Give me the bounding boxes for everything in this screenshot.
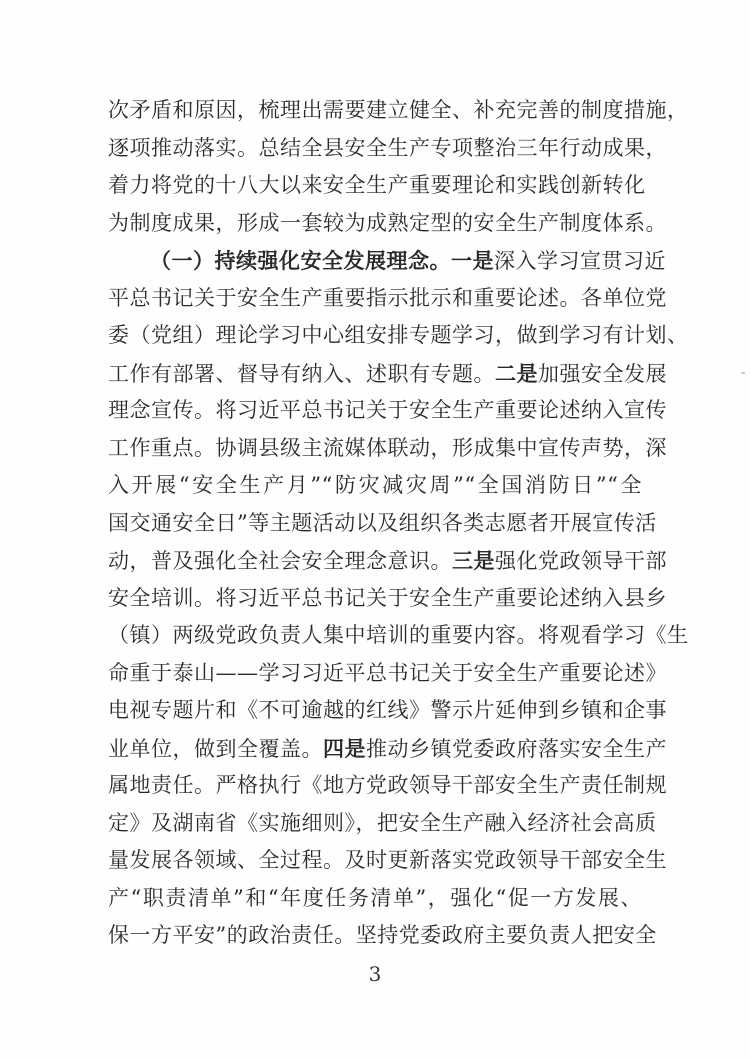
- text-span: 深入学习宣贯习近: [494, 249, 666, 273]
- text-line: （镇）两级党政负责人集中培训的重要内容。将观看学习《生: [108, 623, 689, 647]
- text-line: 着力将党的十八大以来安全生产重要理论和实践创新转化: [108, 173, 646, 197]
- point-marker: 一是: [451, 248, 494, 273]
- text-line: 理念宣传。将习近平总书记关于安全生产重要论述纳入宣传: [108, 398, 667, 422]
- text-line: 电视专题片和《不可逾越的红线》警示片延伸到乡镇和企事: [108, 698, 667, 722]
- text-line: [108, 355, 667, 393]
- text-line: 产“职责清单”和“年度任务清单”，强化“促一方发展、: [108, 885, 642, 910]
- text-line: 安全培训。将习近平总书记关于安全生产重要论述纳入县乡: [108, 585, 667, 610]
- text-span: 工作有部署、督导有纳入、述职有专题。: [108, 361, 495, 386]
- page-number: 3: [368, 962, 382, 986]
- text-line: 工作重点。协调县级主流媒体联动，形成集中宣传声势，深: [108, 435, 667, 460]
- body-text: [108, 92, 689, 955]
- section-heading: （一）持续强化安全发展理念。: [150, 248, 451, 273]
- text-line: [108, 242, 666, 280]
- text-line: 为制度成果，形成一套较为成熟定型的安全生产制度体系。: [108, 210, 667, 235]
- text-line: 次矛盾和原因，梳理出需要建立健全、补充完善的制度措施，: [108, 98, 689, 122]
- point-marker: 三是: [452, 548, 495, 573]
- text-line: 量发展各领域、全过程。及时更新落实党政领导干部安全生: [108, 848, 667, 872]
- text-line: 保一方平安”的政治责任。坚持党委政府主要负责人把安全: [108, 923, 657, 947]
- text-line: 委（党组）理论学习中心组安排专题学习，做到学习有计划、: [108, 323, 689, 347]
- text-span: 业单位，做到全覆盖。: [108, 736, 323, 761]
- point-marker: 二是: [495, 360, 538, 386]
- text-span: 推动乡镇党委政府落实安全生产: [366, 736, 667, 761]
- paragraph-1: [108, 92, 689, 242]
- text-span: 动，普及强化全社会安全理念意识。: [108, 549, 452, 573]
- text-line: 逐项推动落实。总结全县安全生产专项整治三年行动成果，: [108, 135, 667, 160]
- point-marker: 四是: [323, 735, 366, 761]
- text-line: 入开展“安全生产月”“防灾减灾周”“全国消防日”“全: [108, 473, 642, 497]
- text-line: [108, 542, 667, 580]
- scan-mark: [741, 372, 745, 374]
- text-line: 属地责任。严格执行《地方党政领导干部安全生产责任制规: [108, 773, 667, 797]
- text-line: 定》及湖南省《实施细则》，把安全生产融入经济社会高质: [108, 810, 657, 835]
- text-span: 强化党政领导干部: [495, 549, 667, 573]
- text-line: 命重于泰山——学习习近平总书记关于安全生产重要论述》: [108, 660, 667, 685]
- text-line: 平总书记关于安全生产重要指示批示和重要论述。各单位党: [108, 285, 667, 310]
- text-span: 加强安全发展: [538, 361, 667, 386]
- text-line: [108, 730, 667, 768]
- text-line: 国交通安全日”等主题活动以及组织各类志愿者开展宣传活: [108, 510, 657, 535]
- paragraph-2: [108, 242, 689, 955]
